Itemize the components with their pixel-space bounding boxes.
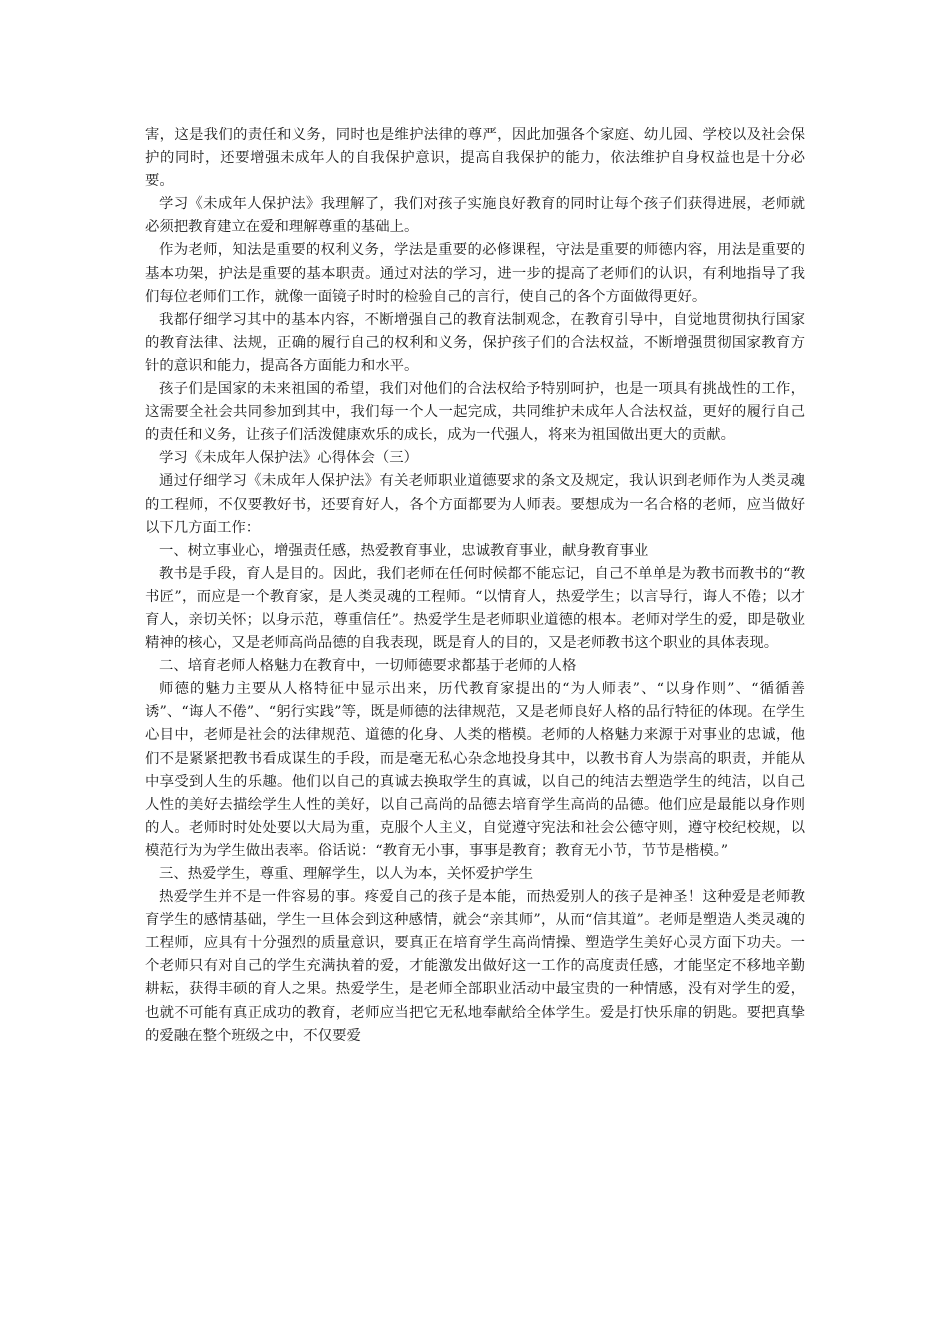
paragraph-point-two: 师德的魅力主要从人格特征中显示出来，历代教育家提出的“为人师表”、“以身作则”、“循循善诱”、“诲人不倦”、“躬行实践”等，既是师德的法律规范，又是老师良好人格的品行特征的体现。在学生心目中，老师是社会的法律规范、道德的化身、人类的楷模。老师的人格魅力来源于对事业的忠诚，他们不是紧紧把教书看成谋生的手段，而是毫无私心杂念地投身其中，以教书育人为崇高的职责，并能从中享受到人生的乐趣。他们以自己的真诚去换取学生的真诚，以自己的纯洁去塑造学生的纯洁，以自己人性的美好去描绘学生人性的美好，以自己高尚的品德去培育学生高尚的品德。他们应是最能以身作则的人。老师时时处处要以大局为重，克服个人主义，自觉遵守宪法和社会公德守则，遵守校纪校规，以模范行为为学生做出表率。俗话说：“教育无小事，事事是教育；教育无小节，节节是楷模。” (145, 681, 805, 859)
point-two-heading: 二、培育老师人格魅力在教育中，一切师德要求都基于老师的人格 (159, 658, 577, 675)
paragraph-continuation: 害，这是我们的责任和义务，同时也是维护法律的尊严，因此加强各个家庭、幼儿园、学校以及社会保护的同时，还要增强未成年人的自我保护意识，提高自我保护的能力，依法维护自身权益也是十分必要。 (145, 127, 805, 190)
paragraph-study-understanding: 学习《未成年人保护法》我理解了，我们对孩子实施良好教育的同时让每个孩子们获得进展，老师就必须把教育建立在爱和理解尊重的基础上。 (145, 196, 805, 236)
point-three-heading: 三、热爱学生，尊重、理解学生，以人为本，关怀爱护学生 (159, 866, 534, 882)
paragraph-study-content: 我都仔细学习其中的基本内容，不断增强自己的教育法制观念，在教育引导中，自觉地贯彻执行国家的教育法律、法规，正确的履行自己的权利和义务，保护孩子们的合法权益，不断增强贯彻国家教育方针的意识和能力，提高各方面能力和水平。 (145, 311, 805, 374)
document-page (145, 124, 805, 1048)
point-one-heading: 一、树立事业心，增强责任感，热爱教育事业，忠诚教育事业，献身教育事业 (159, 542, 649, 559)
paragraph-intro: 通过仔细学习《未成年人保护法》有关老师职业道德要求的条文及规定，我认识到老师作为人类灵魂的工程师，不仅要教好书，还要育好人，各个方面都要为人师表。要想成为一名合格的老师，应当做好以下几方面工作： (145, 473, 805, 536)
paragraph-point-three: 热爱学生并不是一件容易的事。疼爱自己的孩子是本能，而热爱别人的孩子是神圣！这种爱是老师教育学生的感情基础，学生一旦体会到这种感情，就会“亲其师”，从而“信其道”。老师是塑造人类灵魂的工程师，应具有十分强烈的质量意识，要真正在培育学生高尚情操、塑造学生美好心灵方面下功夫。一个老师只有对自己的学生充满执着的爱，才能激发出做好这一工作的高度责任感，才能坚定不移地辛勤耕耘，获得丰硕的育人之果。热爱学生，是老师全部职业活动中最宝贵的一种情感，没有对学生的爱，也就不可能有真正成功的教育，老师应当把它无私地奉献给全体学生。爱是打快乐扉的钥匙。要把真挚的爱融在整个班级之中，不仅要爱 (145, 889, 805, 1044)
section-title: 学习《未成年人保护法》心得体会（三） (159, 450, 419, 467)
paragraph-teacher-law: 作为老师，知法是重要的权利义务，学法是重要的必修课程，守法是重要的师德内容，用法是重要的基本功架，护法是重要的基本职责。通过对法的学习，进一步的提高了老师们的认识，有利地指导了我们每位老师们工作，就像一面镜子时时的检验自己的言行，使自己的各个方面做得更好。 (145, 242, 805, 305)
paragraph-point-one: 教书是手段，育人是目的。因此，我们老师在任何时候都不能忘记，自己不单单是为教书而教书的“教书匠”，而应是一个教育家，是人类灵魂的工程师。“以情育人，热爱学生；以言导行，诲人不倦；以才育人，亲切关怀；以身示范，尊重信任”。热爱学生是老师职业道德的根本。老师对学生的爱，即是敬业精神的核心，又是老师高尚品德的自我表现，既是育人的目的，又是老师教书这个职业的具体表现。 (145, 565, 805, 652)
paragraph-children-future: 孩子们是国家的未来祖国的希望，我们对他们的合法权给予特别呵护，也是一项具有挑战性的工作，这需要全社会共同参加到其中，我们每一个人一起完成，共同维护未成年人合法权益，更好的履行自己的责任和义务，让孩子们活泼健康欢乐的成长，成为一代强人，将来为祖国做出更大的贡献。 (145, 381, 805, 444)
